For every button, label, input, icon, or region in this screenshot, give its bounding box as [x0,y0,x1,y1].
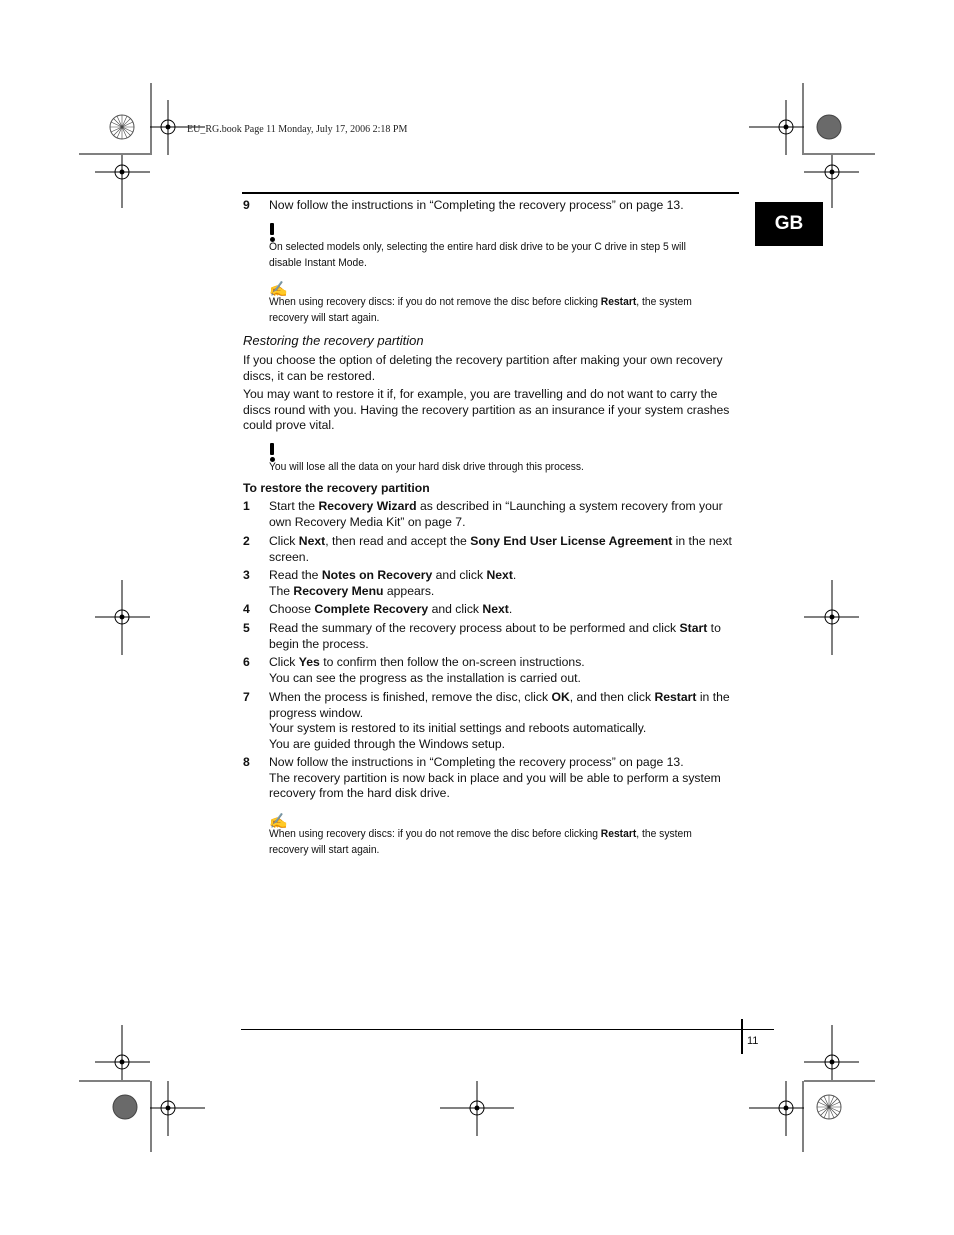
section-para-1: If you choose the option of deleting the recovery partition after making your own recovery discs, it can be restored. [243,353,723,383]
step-number: 9 [243,198,250,212]
restart-term: Restart [600,296,637,308]
restart-term: Restart [600,828,637,840]
step-4: 4 Choose Complete Recovery and click Next. [243,602,513,616]
tip-recovery-discs: When using recovery discs: if you do not remove the disc before clicking Restart, the system recovery will start again. [269,296,692,324]
procedure-title: To restore the recovery partition [243,481,430,495]
top-rule [242,192,739,194]
step-7: 7 When the process is finished, remove the disc, click OK, and then click Restart in the progress window. Your system is restored to its initial settings and reboots automatically. You are guided through the Windows setup. [243,690,730,751]
section-title: Restoring the recovery partition [243,333,424,348]
page-number: 11 [747,1035,759,1047]
tip-recovery-discs-2: When using recovery discs: if you do not remove the disc before clicking Restart, the system recovery will start again. [269,828,692,856]
footer-page-divider [741,1019,743,1054]
note-data-loss: You will lose all the data on your hard disk drive through this process. [269,461,584,473]
step-3: 3 Read the Notes on Recovery and click Next. The Recovery Menu appears. [243,568,517,598]
step-6: 6 Click Yes to confirm then follow the on-screen instructions. You can see the progress as the installation is carried out. [243,655,585,685]
footer-rule [241,1029,774,1030]
language-tab: GB [755,202,823,246]
note-instant-mode: On selected models only, selecting the entire hard disk drive to be your C drive in step 5 will disable Instant Mode. [269,241,686,269]
step-text: Now follow the instructions in “Completing the recovery process” on page 13. [269,198,684,212]
section-para-2: You may want to restore it if, for example, you are travelling and do not want to carry the discs round with you. Having the recovery partition as an insurance if your system crashes could prove vital. [243,387,730,432]
step-8: 8 Now follow the instructions in “Completing the recovery process” on page 13. The recovery partition is now back in place and you will be able to perform a system recovery from the hard disk drive. [243,755,721,800]
print-header-meta: EU_RG.book Page 11 Monday, July 17, 2006 2:18 PM [187,124,408,135]
step-2: 2 Click Next, then read and accept the Sony End User License Agreement in the next screen. [243,534,732,564]
pencil-note-icon: ✍ [269,281,288,298]
step-5: 5 Read the summary of the recovery process about to be performed and click Start to begin the process. [243,621,721,651]
step-1: 1 Start the Recovery Wizard as described in “Launching a system recovery from your own Recovery Media Kit” on page 7. [243,499,723,529]
pencil-note-icon: ✍ [269,813,288,830]
step-9 [243,198,738,214]
